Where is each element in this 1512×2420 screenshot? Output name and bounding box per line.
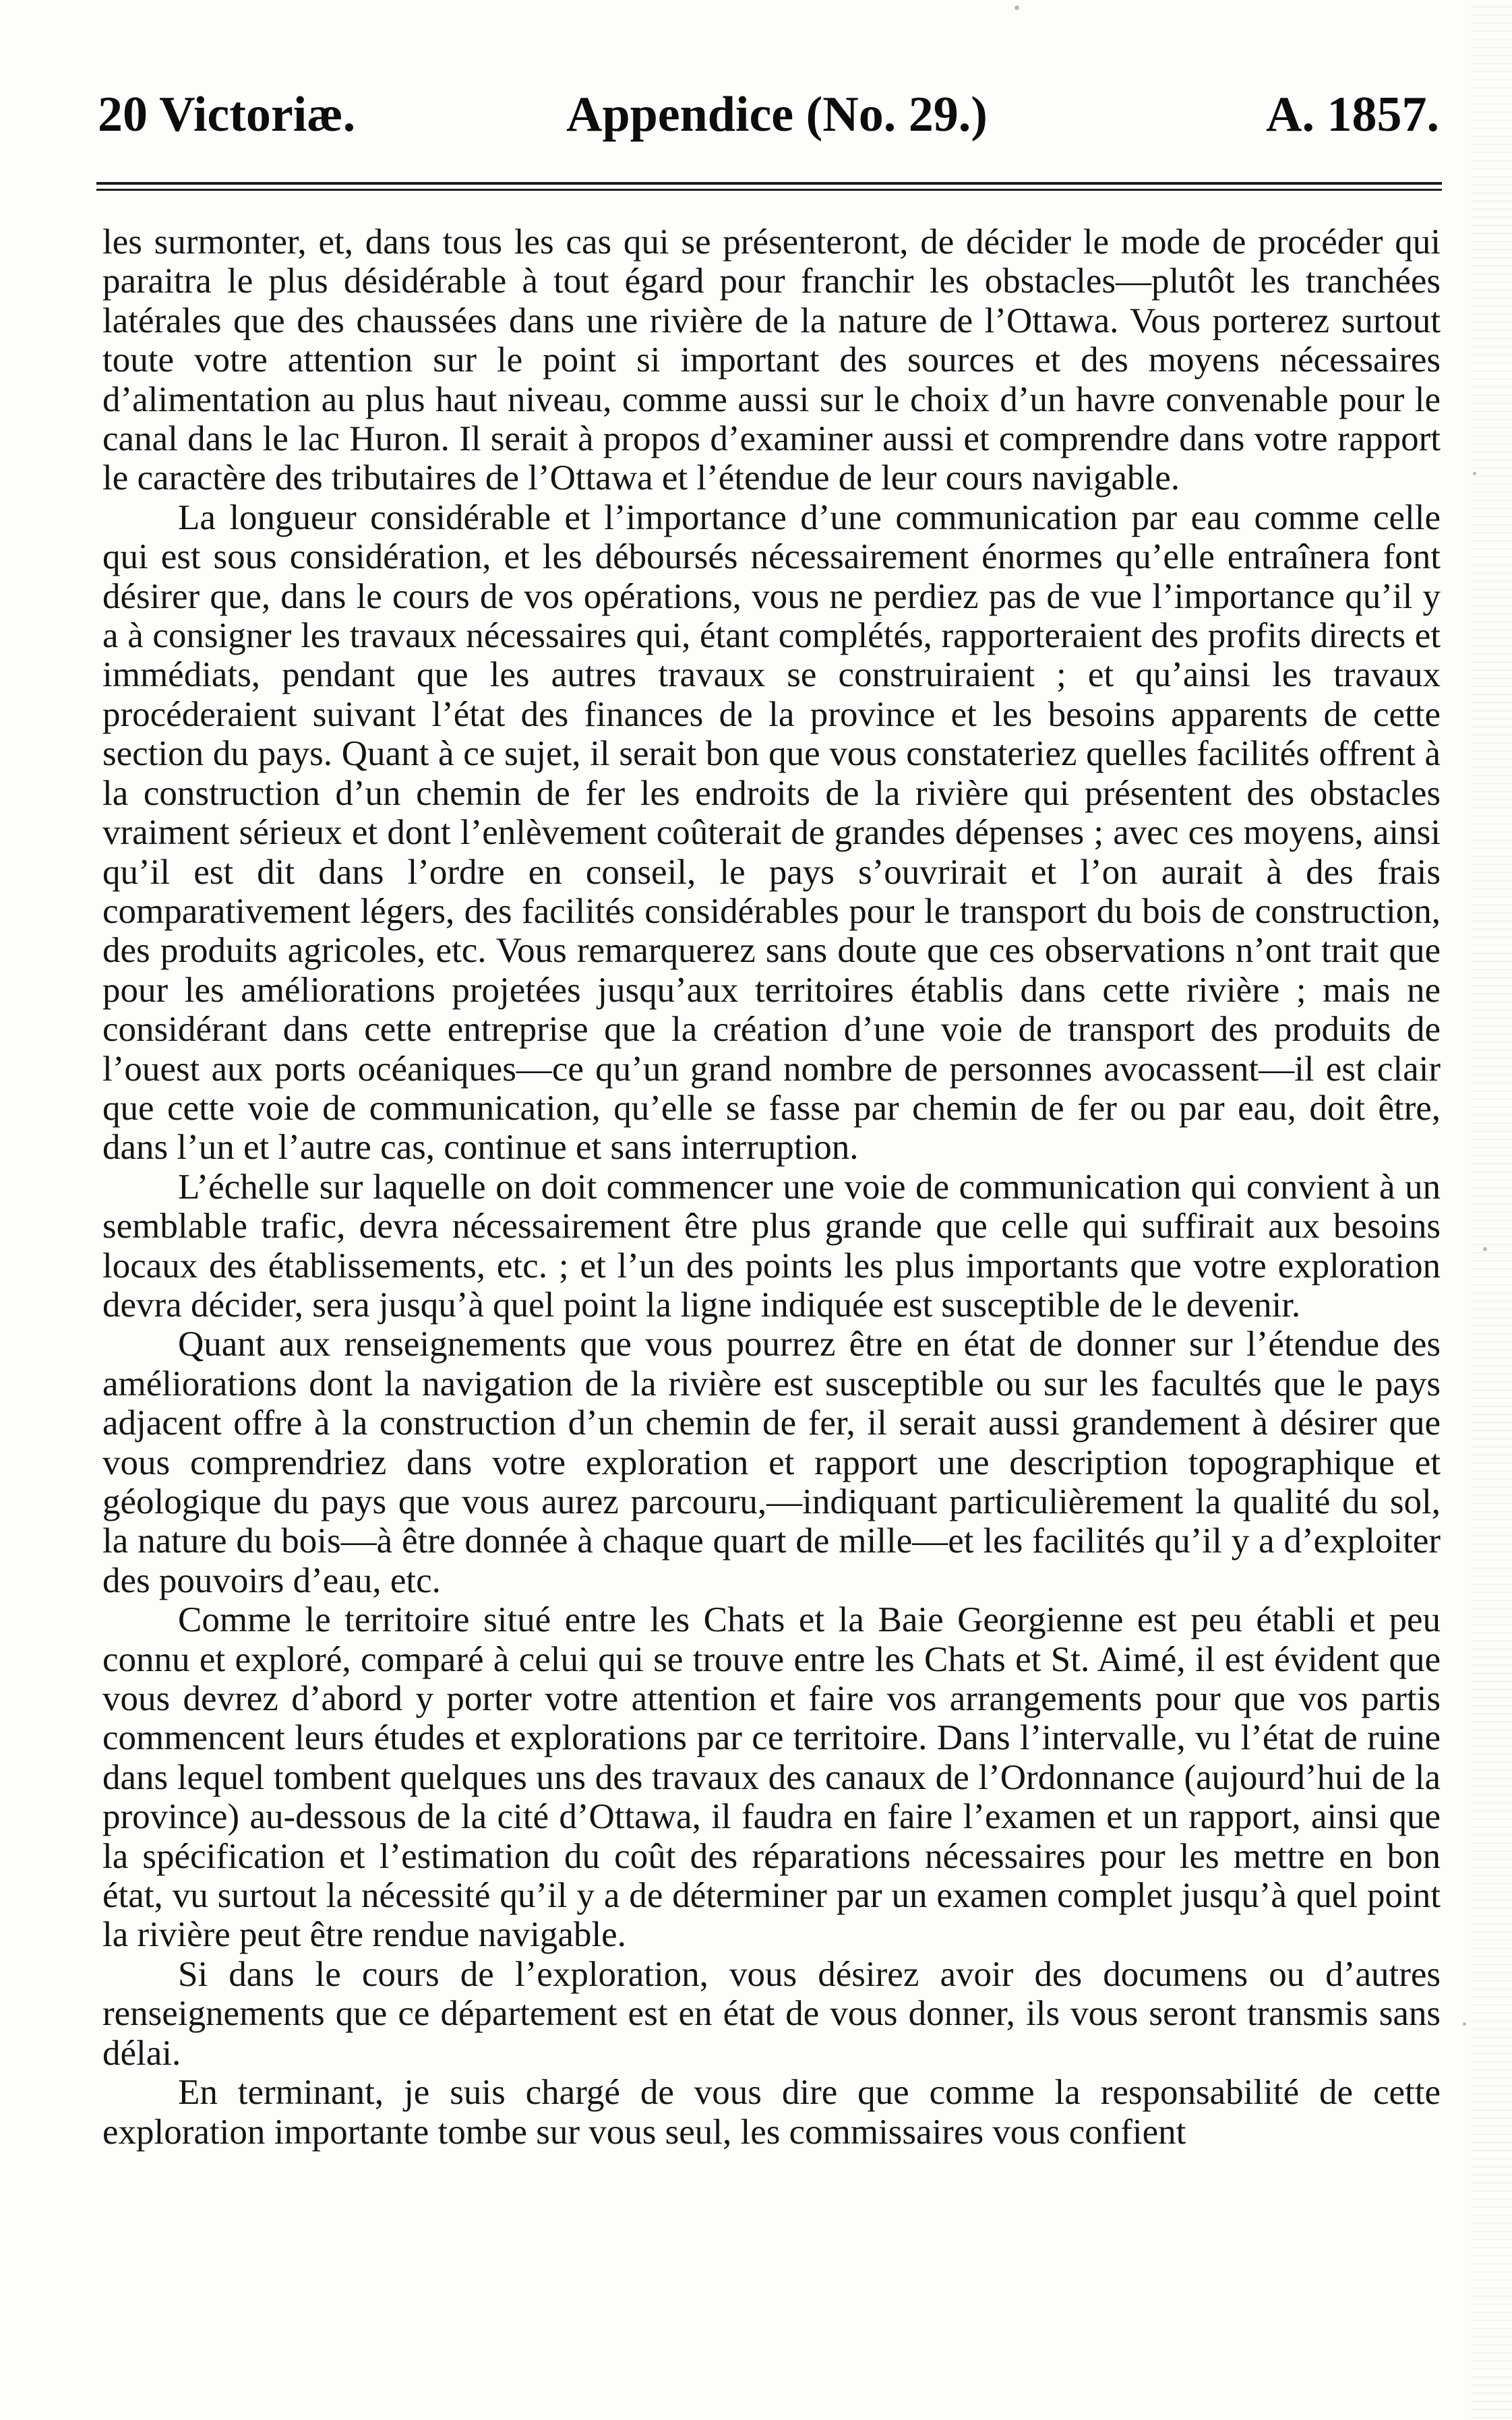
paragraph: Quant aux renseignements que vous pourrez être en état de donner sur l’étendue des améliorations dont la navigation de la rivière est susceptible ou sur les facultés que le pays adjacent offre à la construction d’un chemin de fer, il serait aussi grandement à désirer que vous comprendriez dans votre exploration et rapport une description topographique et géologique du pays que vous aurez parcouru,—indiquant particulièrement la qualité du sol, la nature du bois—à être donnée à chaque quart de mille—et les facilités qu’il y a d’exploiter des pouvoirs d’eau, etc. (102, 1325, 1441, 1600)
header-year: A. 1857. (1266, 87, 1439, 142)
header-appendix: Appendice (No. 29.) (566, 87, 988, 142)
paragraph: L’échelle sur laquelle on doit commencer une voie de communication qui convient à un semblable trafic, devra nécessairement être plus grande que celle qui suffirait aux besoins locaux des établissements, etc. ; et l’un des points les plus importants que votre exploration devra décider, sera jusqu’à quel point la ligne indiquée est susceptible de le devenir. (102, 1167, 1441, 1325)
paragraph-continuation: les surmonter, et, dans tous les cas qui se présenteront, de décider le mode de procéder qui paraitra le plus désidérable à tout égard pour franchir les obstacles—plutôt les tranchées latérales que des chaussées dans une rivière de la nature de l’Ottawa. Vous porterez surtout toute votre attention sur le point si important des sources et des moyens nécessaires d’alimentation au plus haut niveau, comme aussi sur le choix d’un havre convenable pour le canal dans le lac Huron. Il serait à propos d’examiner aussi et comprendre dans votre rapport le caractère des tributaires de l’Ottawa et l’étendue de leur cours navigable. (102, 222, 1441, 498)
paragraph: La longueur considérable et l’importance d’une communication par eau comme celle qui est sous considération, et les déboursés nécessairement énormes qu’elle entraînera font désirer que, dans le cours de vos opérations, vous ne perdiez pas de vue l’importance qu’il y a à consigner les travaux nécessaires qui, étant complétés, rapporteraient des profits directs et immédiats, pendant que les autres travaux se construiraient ; et qu’ainsi les travaux procéderaient suivant l’état des finances de la province et les besoins apparents de cette section du pays. Quant à ce sujet, il serait bon que vous constateriez quelles facilités offrent à la construction d’un chemin de fer les endroits de la rivière qui présentent des obstacles vraiment sérieux et dont l’enlèvement coûterait de grandes dépenses ; avec ces moyens, ainsi qu’il est dit dans l’ordre en conseil, le pays s’ouvrirait et l’on aurait à des frais comparativement légers, des facilités considérables pour le transport du bois de construction, des produits agricoles, etc. Vous remarquerez sans doute que ces observations n’ont trait que pour les améliorations projetées jusqu’aux territoires établis dans cette rivière ; mais ne considérant dans cette entreprise que la création d’une voie de transport des produits de l’ouest aux ports océaniques—ce qu’un grand nombre de personnes avocassent—il est clair que cette voie de communication, qu’elle se fasse par chemin de fer ou par eau, doit être, dans l’un et l’autre cas, continue et sans interruption. (102, 497, 1441, 1168)
header-rule-thick (96, 182, 1442, 185)
scan-speck (1473, 472, 1476, 475)
scan-edge-texture (1472, 0, 1512, 2420)
header-session: 20 Victoriæ. (98, 87, 356, 142)
page-header (98, 81, 1439, 148)
body-text (102, 222, 1441, 2152)
paragraph-final: En terminant, je suis chargé de vous dire que comme la responsabilité de cette exploration importante tombe sur vous seul, les commissaires vous confient (102, 2073, 1441, 2152)
scan-speck (1015, 5, 1019, 10)
paragraph: Comme le territoire situé entre les Chats et la Baie Georgienne est peu établi et peu connu et exploré, comparé à celui qui se trouve entre les Chats et St. Aimé, il est évident que vous devrez d’abord y porter votre attention et faire vos arrangements pour que vos partis commencent leurs études et explorations par ce territoire. Dans l’intervalle, vu l’état de ruine dans lequel tombent quelques uns des travaux des canaux de l’Ordonnance (aujourd’hui de la province) au-dessous de la cité d’Ottawa, il faudra en faire l’examen et un rapport, ainsi que la spécification et l’estimation du coût des réparations nécessaires pour les mettre en bon état, vu surtout la nécessité qu’il y a de déterminer par un examen complet jusqu’à quel point la rivière peut être rendue navigable. (102, 1600, 1441, 1955)
header-rule-thin (96, 189, 1442, 191)
scan-speck (1483, 1247, 1487, 1251)
scan-speck (1463, 2022, 1466, 2026)
paragraph: Si dans le cours de l’exploration, vous désirez avoir des documens ou d’autres renseignements que ce département est en état de vous donner, ils vous seront transmis sans délai. (102, 1954, 1441, 2073)
